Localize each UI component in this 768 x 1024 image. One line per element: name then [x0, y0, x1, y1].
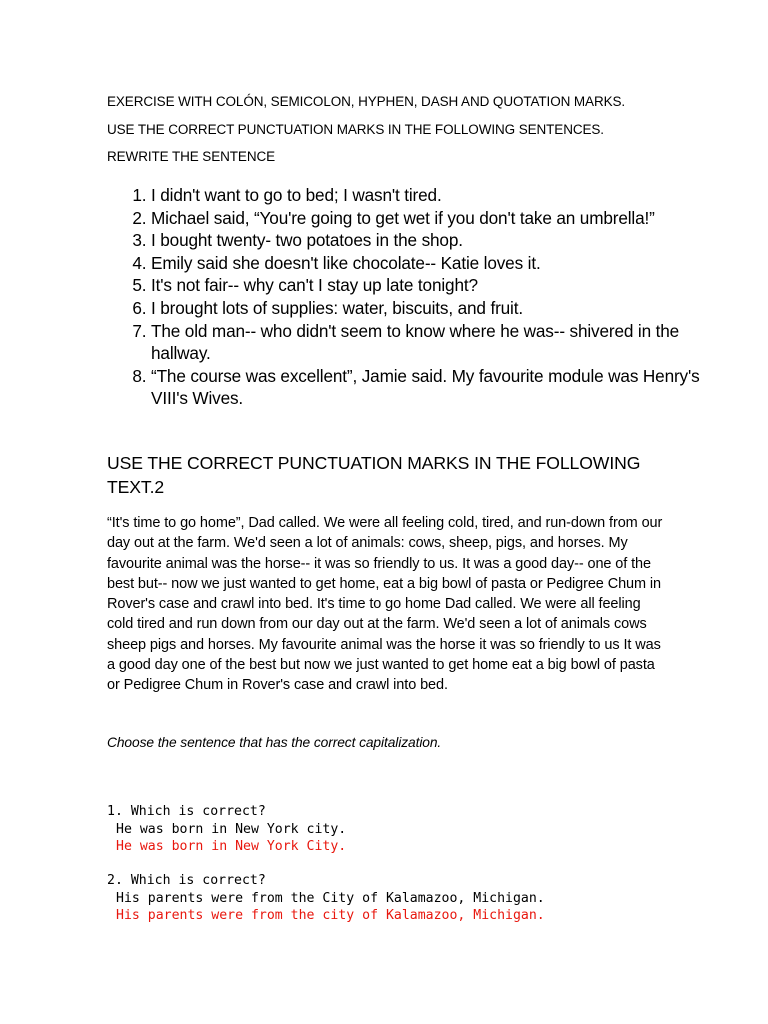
- exercise-heading: EXERCISE WITH COLÓN, SEMICOLON, HYPHEN, DASH AND QUOTATION MARKS.: [107, 94, 626, 109]
- capitalization-instruction: Choose the sentence that has the correct capitalization.: [107, 735, 442, 750]
- question-prompt: 2. Which is correct?: [107, 873, 266, 888]
- correct-answer-option: He was born in New York City.: [116, 839, 347, 854]
- list-item: 2. Michael said, “You're going to get wet if you don't take an umbrella!”: [151, 207, 711, 230]
- question-block: [107, 872, 545, 925]
- correct-answer-option: His parents were from the city of Kalamazoo, Michigan.: [116, 908, 545, 923]
- text-exercise-heading: USE THE CORRECT PUNCTUATION MARKS IN THE FOLLOWING TEXT.2: [107, 453, 641, 497]
- answer-option: He was born in New York city.: [116, 821, 347, 837]
- answer-option: His parents were from the City of Kalamazoo, Michigan.: [116, 890, 545, 906]
- question-block: [107, 803, 346, 856]
- list-item: 6. I brought lots of supplies: water, biscuits, and fruit.: [151, 297, 711, 320]
- instructions-heading: USE THE CORRECT PUNCTUATION MARKS IN THE FOLLOWING SENTENCES. REWRITE THE SENTENCE: [107, 122, 604, 164]
- question-prompt: 1. Which is correct?: [107, 804, 266, 819]
- list-item: 3. I bought twenty- two potatoes in the shop.: [151, 229, 711, 252]
- list-item: 4. Emily said she doesn't like chocolate-- Katie loves it.: [151, 252, 711, 275]
- list-item: 1. I didn't want to go to bed; I wasn't tired.: [151, 184, 711, 207]
- sentence-list: [111, 184, 711, 410]
- list-item: 7. The old man-- who didn't seem to know where he was-- shivered in the hallway.: [151, 320, 711, 365]
- exercise-paragraph: “It's time to go home”, Dad called. We were all feeling cold, tired, and run-down from our day out at the farm. We'd seen a lot of animals: cows, sheep, pigs, and horses. My favourite animal was the horse-- it was so friendly to us. It was a good day-- one of the best but-- now we just wanted to get home, eat a big bowl of pasta or Pedigree Chum in Rover's case and crawl into bed. It's time to go home Dad called. We were all feeling cold tired and run down from our day out at the farm. We'd seen a lot of animals cows sheep pigs and horses. My favourite animal was the horse it was so friendly to us It was a good day one of the best but now we just wanted to get home eat a big bowl of pasta or Pedigree Chum in Rover's case and crawl into bed.: [107, 515, 663, 694]
- list-item: 8. “The course was excellent”, Jamie said. My favourite module was Henry's VIII's Wives.: [151, 365, 711, 410]
- list-item: 5. It's not fair-- why can't I stay up late tonight?: [151, 274, 711, 297]
